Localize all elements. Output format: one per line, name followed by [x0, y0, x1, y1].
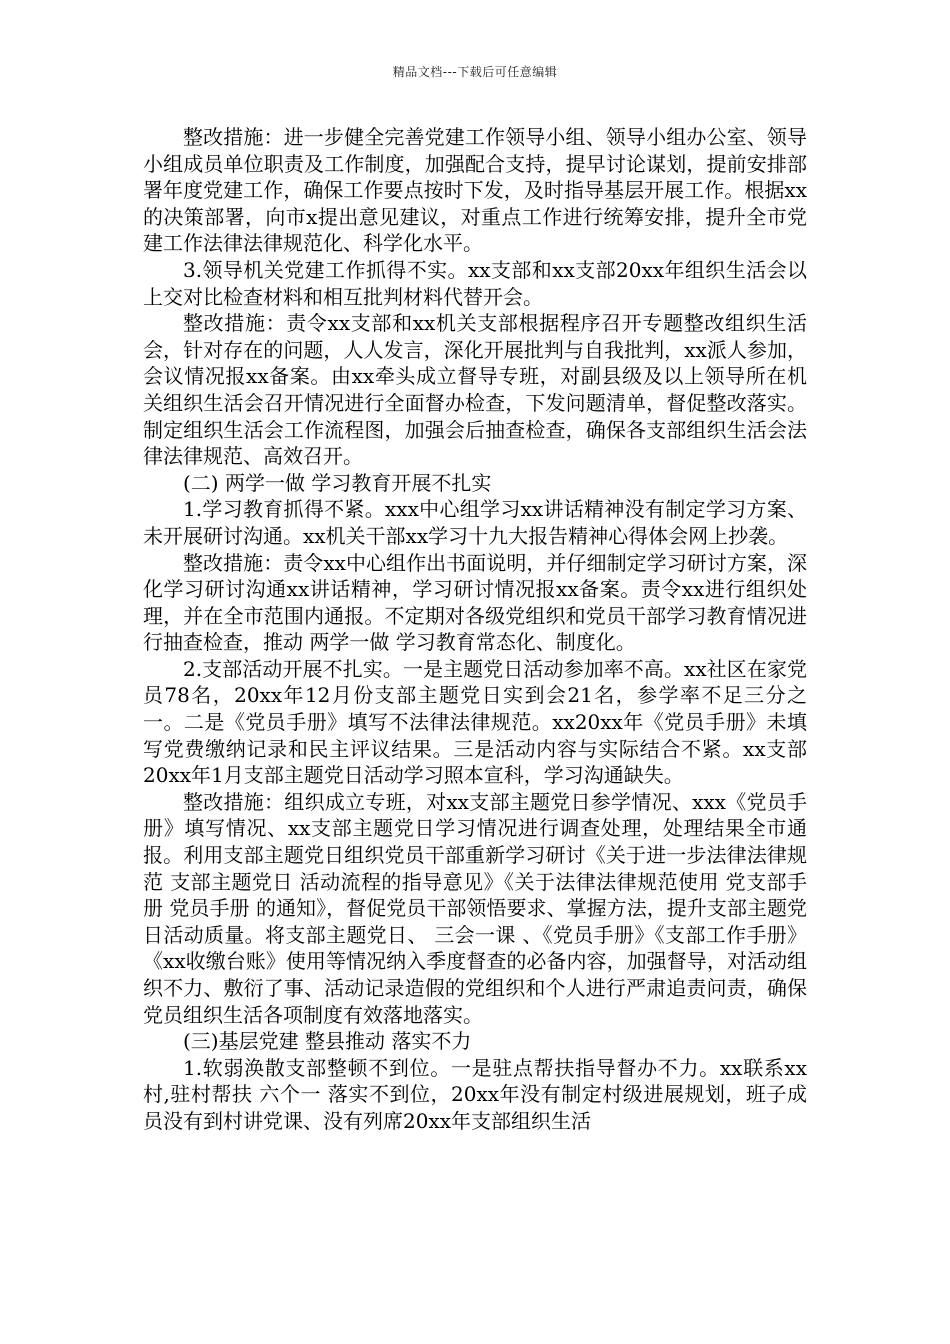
paragraph-rectification-1: 整改措施：进一步健全完善党建工作领导小组、领导小组办公室、领导小组成员单位职责及工作制度，加强配合支持，提早讨论谋划，提前安排部署年度党建工作，确保工作要点按时下发，及时指导基层开展工作。根据xx的决策部署，向市x提出意见建议，对重点工作进行统筹安排，提升全市党建工作法律法律规范化、科学化水平。 [143, 125, 807, 256]
paragraph-rectification-2: 整改措施：责令xx支部和xx机关支部根据程序召开专题整改组织生活会，针对存在的问题，人人发言，深化开展批判与自我批判，xx派人参加，会议情况报xx备案。由xx牵头成立督导专班，对副县级及以上领导所在机关组织生活会召开情况进行全面督办检查，下发问题清单，督促整改落实。制定组织生活会工作流程图，加强会后抽查检查，确保各支部组织生活会法律法律规范、高效召开。 [143, 311, 807, 469]
document-body [143, 124, 807, 1135]
section-heading-3: (三)基层党建 整县推动 落实不力 [183, 1029, 472, 1054]
paragraph-rectification-4: 整改措施：组织成立专班，对xx支部主题党日参学情况、xxx《党员手册》填写情况、xx支部主题党日学习情况进行调查处理，处理结果全市通报。利用支部主题党日组织党员干部重新学习研讨《关于进一步法律法律规范 支部主题党日 活动流程的指导意见》《关于法律法律规范使用 党支部手册 党员手册 的通知》，督促党员干部领悟要求、掌握方法，提升支部主题党日活动质量。将支部主题党日、 三会一课 、《党员手册》《支部工作手册》《xx收缴台账》使用等情况纳入季度督查的必备内容，加强督导，对活动组织不力、敷衍了事、活动记录造假的党组织和个人进行严肃追责问责，确保党员组织生活各项制度有效落地落实。 [143, 789, 807, 1027]
paragraph-issue-3: 3.领导机关党建工作抓得不实。xx支部和xx支部20xx年组织生活会以上交对比检查材料和相互批判材料代替开会。 [143, 257, 807, 309]
paragraph-issue-weak-branch: 1.软弱涣散支部整顿不到位。一是驻点帮扶指导督办不力。xx联系xx村,驻村帮扶 六个一 落实不到位，20xx年没有制定村级进展规划，班子成员没有到村讲党课、没有列席20xx年支部组织生活 [143, 1055, 807, 1133]
section-heading-2: (二) 两学一做 学习教育开展不扎实 [183, 470, 492, 495]
paragraph-rectification-3: 整改措施：责令xx中心组作出书面说明，并仔细制定学习研讨方案，深化学习研讨沟通xx讲话精神，学习研讨情况报xx备案。责令xx进行组织处理，并在全市范围内通报。不定期对各级党组织和党员干部学习教育情况进行抽查检查，推动 两学一做 学习教育常态化、制度化。 [143, 550, 807, 655]
paragraph-issue-study: 1.学习教育抓得不紧。xxx中心组学习xx讲话精神没有制定学习方案、未开展研讨沟通。xx机关干部xx学习十九大报告精神心得体会网上抄袭。 [143, 497, 807, 548]
paragraph-issue-branch: 2.支部活动开展不扎实。一是主题党日活动参加率不高。xx社区在家党员78名，20xx年12月份支部主题党日实到会21名，参学率不足三分之一。二是《党员手册》填写不法律法律规范。xx20xx年《党员手册》未填写党费缴纳记录和民主评议结果。三是活动内容与实际结合不紧。xx支部 20xx年1月支部主题党日活动学习照本宣科，学习沟通缺失。 [143, 656, 807, 788]
page-header: 精品文档---下载后可任意编辑 [392, 65, 558, 79]
